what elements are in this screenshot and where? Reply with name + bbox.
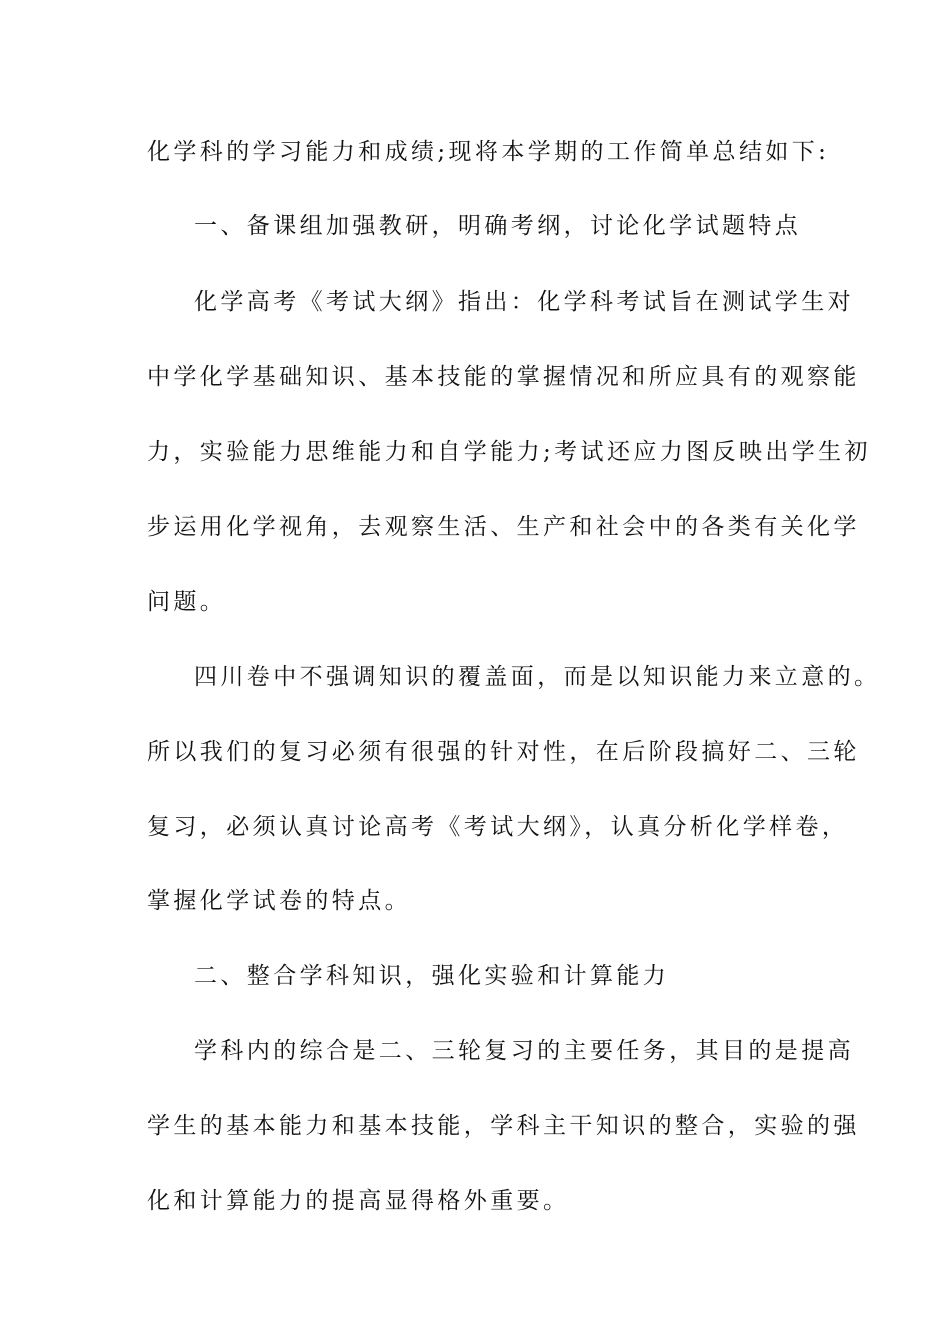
section-heading: 一、备课组加强教研，明确考纲，讨论化学试题特点: [194, 213, 802, 239]
text-line: 化学科的学习能力和成绩;现将本学期的工作简单总结如下:: [147, 139, 830, 165]
text-line: 学科内的综合是二、三轮复习的主要任务，其目的是提高: [194, 1038, 854, 1064]
text-line: 四川卷中不强调知识的覆盖面，而是以知识能力来立意的。: [194, 664, 881, 690]
text-line: 步运用化学视角，去观察生活、生产和社会中的各类有关化学: [147, 514, 860, 540]
section-heading: 二、整合学科知识，强化实验和计算能力: [194, 963, 670, 989]
text-line: 力，实验能力思维能力和自学能力;考试还应力图反映出学生初: [147, 439, 871, 465]
text-line: 复习，必须认真讨论高考《考试大纲》，认真分析化学样卷，: [147, 814, 849, 840]
text-line: 学生的基本能力和基本技能，学科主干知识的整合，实验的强: [147, 1113, 860, 1139]
text-line: 所以我们的复习必须有很强的针对性，在后阶段搞好二、三轮: [147, 739, 860, 765]
text-line: 问题。: [147, 589, 227, 615]
text-line: 化学高考《考试大纲》指出：化学科考试旨在测试学生对: [194, 289, 854, 315]
text-line: 化和计算能力的提高显得格外重要。: [147, 1188, 570, 1214]
text-line: 掌握化学试卷的特点。: [147, 888, 411, 914]
text-line: 中学化学基础知识、基本技能的掌握情况和所应具有的观察能: [147, 364, 860, 390]
